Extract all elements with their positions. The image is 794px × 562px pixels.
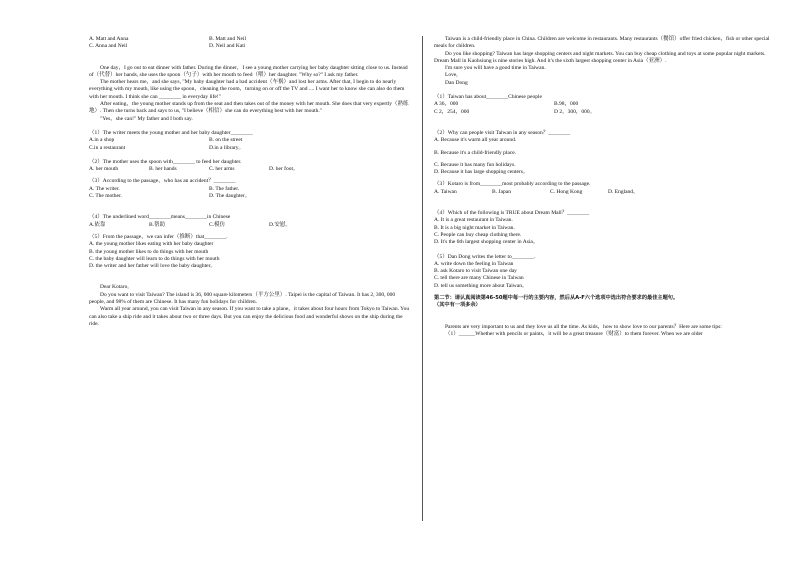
prev-options-row xyxy=(89,43,411,50)
option-b: B. ask Kotaro to visit Taiwan one day xyxy=(434,268,517,275)
option-d: D. tell us something more about Taiwan。 xyxy=(434,282,528,289)
column-divider xyxy=(422,36,423,521)
option-d: D. The daughter。 xyxy=(209,193,251,200)
option-a: A. The writer. xyxy=(89,185,120,192)
section-2-heading xyxy=(434,295,772,310)
letter-paragraph: Do you want to visit Taiwan? The island is 36, 000 square kilometers（平方公里）. Taipei is the capital of Taiwan. It has 2, 300, 000 people, and 98% of them are Chinese. It has many fun holidays for children. xyxy=(89,291,396,306)
passage-paragraph: After eating，the young mother stands up from the seat and then takes out of the money with her mouth. She does that very expertly（熟练地）. Then she turns back and says to us, "I believe（相信）she can do everything best with her mouth." xyxy=(89,101,409,115)
question-stem: （2）Why can people visit Taiwan in any season？________ xyxy=(434,129,571,136)
option-c: C. tell there are many Chinese in Taiwan xyxy=(434,275,524,282)
prev-options-row xyxy=(89,36,411,43)
option-a: A.依靠 xyxy=(89,221,106,228)
question-4 xyxy=(89,214,411,229)
option-a: A. Because it's warm all year around. xyxy=(434,137,517,144)
letter-paragraph: Taiwan is a child-friendly place in China. Children are welcome in restaurants. Many restaurants（餐馆）offer fried chicken，fish or other special meals for children. xyxy=(434,36,770,50)
option-c: C. the baby daughter will learn to do things with her mouth xyxy=(89,255,220,262)
letter-paragraph: Warm all year around, you can visit Taiwan in any season. If you want to take a plane，it takes about four hours from Tokyo to Taiwan. You can also take a ship ride and it takes about two or three days. But you can enjoy the delicious food and wonderful shows on the ship during the ride. xyxy=(89,306,410,327)
option-d: D 2，300，000。 xyxy=(554,108,596,115)
section-instruction: 第二节：请认真阅读第46-50题中每一行的主要内容，然后从A-F六个选项中选出符合要求的最佳主题句。 xyxy=(434,295,679,302)
option-b: B. the young mother likes to do things with her mouth xyxy=(89,248,209,255)
question-stem: （4）Which of the following is TRUE about Dream Mall？________ xyxy=(434,210,590,217)
option-d: D. Because it has large shopping centers。 xyxy=(434,169,529,176)
letter-paragraph: Do you like shopping? Taiwan has large shopping centers and night markets. You can buy cheap clothing and toys at some popular night markets. Dream Mall in Kaohsiung is nine stories high. And it's the sixth largest shopping center in Asia（亚洲）. xyxy=(434,50,766,64)
option-c: C. Because it has many fun holidays. xyxy=(434,161,516,168)
question-stem: （2）The mother uses the spoon with________ to feed her daughter. xyxy=(89,158,242,165)
letter-paragraph: I'm sure you will have a good time in Taiwan. xyxy=(445,65,546,72)
option-b: B. her hands xyxy=(149,166,177,173)
question-1 xyxy=(434,94,772,116)
letter-closing: Love, xyxy=(445,72,458,79)
option-a: A. write down the feeling in Taiwan xyxy=(434,260,514,267)
option-b: B. Matt and Neil xyxy=(209,36,246,42)
option-c: C. The mother. xyxy=(89,193,122,200)
option-b: B. The father. xyxy=(209,185,240,192)
option-b: B.98，000 xyxy=(554,101,579,108)
letter-signature: Dan Dong xyxy=(445,79,468,86)
option-c: C.模仿 xyxy=(209,221,226,228)
question-stem: （5）From the passage，we can infer（推断）that________. xyxy=(89,233,228,240)
option-a: A. Taiwan xyxy=(434,188,457,195)
option-d: D. England。 xyxy=(608,188,639,195)
question-stem: （4）The underlined word________means________in Chinese xyxy=(89,214,231,221)
section-note: （其中有一项多余） xyxy=(434,302,481,309)
question-stem: （3）According to the passage，who has an accident？________ xyxy=(89,178,236,185)
option-c: C 2，254，000 xyxy=(434,108,470,115)
option-d: D.in a library。 xyxy=(209,144,244,151)
question-2 xyxy=(434,130,772,176)
option-b: B.帮助 xyxy=(149,221,166,228)
option-c: C. Anna and Neil xyxy=(89,43,128,50)
option-a: A. It is a great restaurant in Taiwan. xyxy=(434,217,513,224)
letter xyxy=(89,284,411,328)
passage-paragraph: Parents are very important to us and they love us all the time. As kids，how to show love to our parents？Here are some tips: xyxy=(445,323,722,330)
option-b: B. It is a big night market in Taiwan. xyxy=(434,224,515,231)
option-d: D. It's the 6th largest shopping center in Asia。 xyxy=(434,239,539,246)
question-5 xyxy=(89,234,411,270)
question-2 xyxy=(89,159,411,174)
question-3 xyxy=(89,178,411,200)
option-c: C. her arms xyxy=(209,166,235,173)
option-a: A. the young mother likes eating with her baby daughter xyxy=(89,241,214,248)
option-b: B. on the street xyxy=(209,137,243,144)
option-a: A. her mouth xyxy=(89,166,119,173)
question-stem: （5）Dan Dong writes the letter to________. xyxy=(434,253,536,260)
question-3 xyxy=(434,181,772,196)
question-4 xyxy=(434,210,772,246)
option-a: A. Matt and Anna xyxy=(89,36,129,42)
option-d: D. the writer and her father will love the baby daughter。 xyxy=(89,263,216,270)
option-b: B. Japan xyxy=(492,188,511,195)
question-stem: （3）Kotaro is from________most probably according to the passage. xyxy=(434,181,591,188)
option-c: C. Hong Kong xyxy=(550,188,583,195)
question-stem: （1）Taiwan has about________Chinese people xyxy=(434,94,542,101)
passage-paragraph: （1）______Whether with pencils or paints，it will be a great treasure（财富）to them forever. When we are older xyxy=(445,330,703,337)
option-c: C.in a restaurant xyxy=(89,144,126,151)
letter-greeting: Dear Kotaro, xyxy=(100,284,129,291)
option-d: D. her foot。 xyxy=(269,166,299,173)
option-d: D. Neil and Kati xyxy=(209,43,246,50)
option-b: B. Because it's a child-friendly place. xyxy=(434,149,517,156)
left-column xyxy=(89,36,411,328)
right-column xyxy=(434,36,772,338)
passage-3 xyxy=(434,324,772,339)
option-a: A.in a shop xyxy=(89,137,115,144)
question-stem: （1）The writer meets the young mother and her baby daughter________ xyxy=(89,129,253,136)
option-a: A 36，000 xyxy=(434,101,459,108)
option-c: C. People can buy cheap clothing there. xyxy=(434,231,522,238)
question-5 xyxy=(434,254,772,290)
option-d: D.安慰。 xyxy=(269,221,291,228)
passage-paragraph: "Yes，she can!" My father and I both say. xyxy=(100,115,193,122)
question-1 xyxy=(89,130,411,152)
passage-paragraph: The mother hears me，and she says, "My baby daughter had a bad accident（车祸）and lost her arms. After that, I begin to do nearly everything with my mouth, like using the spoon，cleaning the room，turning on or off the TV and .... I want her to know she can also do them with her mouth. I think she can ________ in everyday life!" xyxy=(89,79,405,100)
passage-paragraph: One day，I go out to eat dinner with father. During the dinner，I see a young mother carrying her baby daughter sitting close to us. Instead of（代替）her hands, she uses the spoon（勺子）with her mouth to feed（喂）her daughter. "Why so?" I ask my father. xyxy=(89,64,408,78)
